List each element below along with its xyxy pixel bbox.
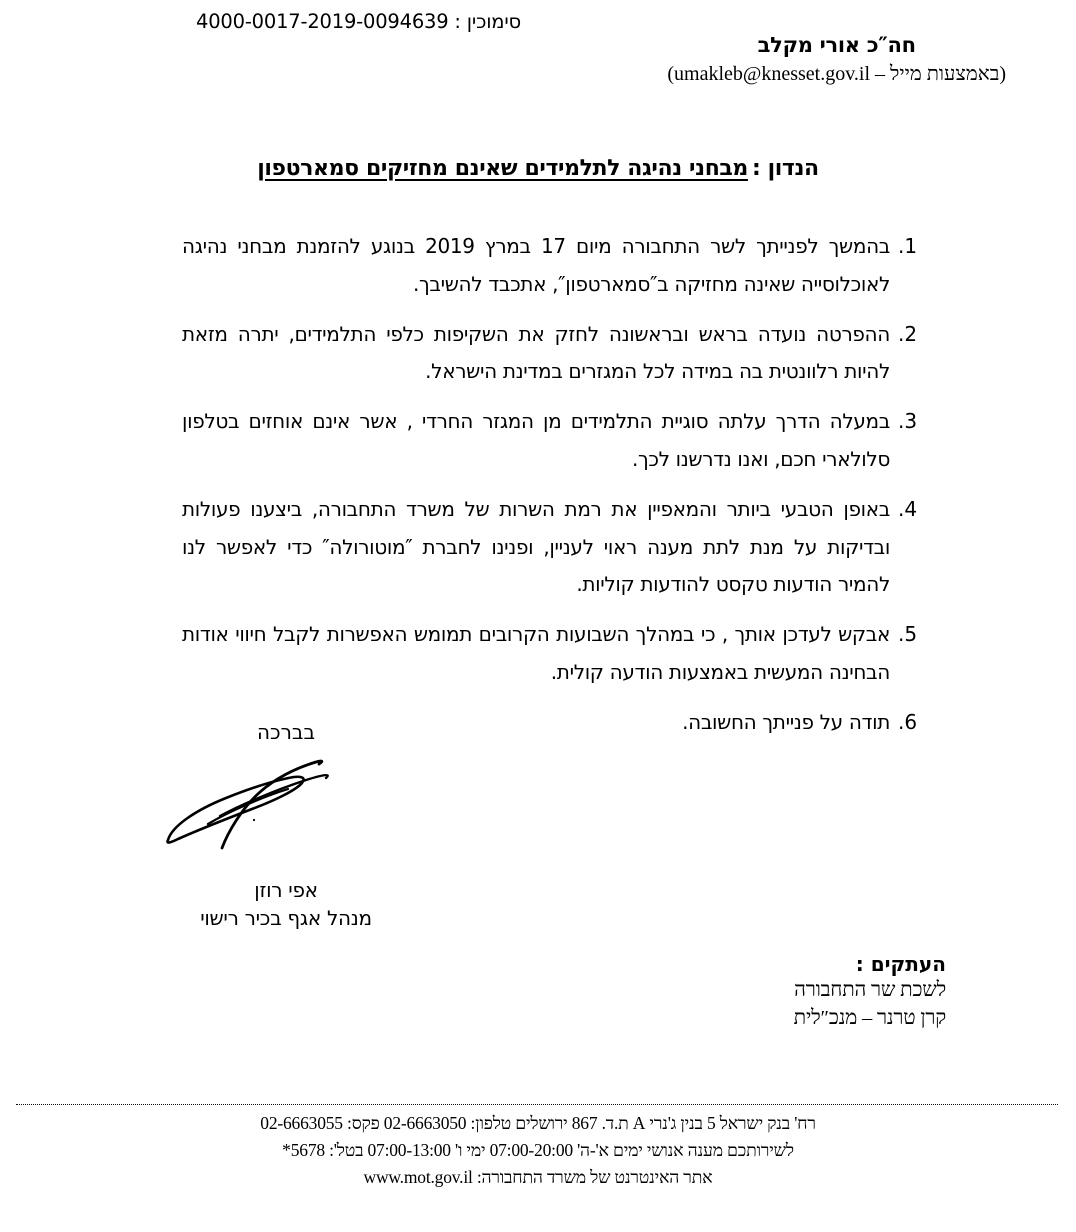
list-item-number: .5 xyxy=(898,622,918,647)
document-reference: סימוכין : 4000-0017-2019-0094639 xyxy=(196,10,521,33)
footer-block xyxy=(0,1110,1076,1191)
cc-recipient: לשכת שר התחבורה xyxy=(794,979,946,1001)
footer-address-line: רח' בנק ישראל 5 בנין ג'נרי A ת.ד. 867 ירושלים טלפון: 02-6663050 פקס: 02-6663055 xyxy=(260,1113,816,1133)
list-item xyxy=(182,616,924,691)
cc-block xyxy=(794,952,946,1033)
addressee-name: חה″כ אורי מקלב xyxy=(757,33,916,57)
list-item-text: בהמשך לפנייתך לשר התחבורה מיום 17 במרץ 2019 בנוגע להזמנת מבחני נהיגה לאוכלוסייה שאינה מחזיקה ב″סמארטפון″, אתכבד להשיבך. xyxy=(182,234,891,296)
addressee-contact: (באמצעות מייל – umakleb@knesset.gov.il) xyxy=(667,63,1006,86)
signature-svg xyxy=(156,752,376,862)
list-item xyxy=(182,491,924,604)
list-item-number: .4 xyxy=(898,497,918,522)
list-item xyxy=(182,228,924,303)
signature-image xyxy=(156,752,376,862)
subject-text: מבחני נהיגה לתלמידים שאינם מחזיקים סמארטפון xyxy=(257,156,748,181)
closing-salutation xyxy=(191,720,381,744)
signer-title: מנהל אגף בכיר רישוי xyxy=(200,906,372,931)
footer-divider xyxy=(16,1104,1058,1105)
closing-salutation-text: בברכה xyxy=(256,720,316,744)
cc-recipient: קרן טרנר – מנכ″לית xyxy=(793,1007,946,1030)
footer-website-line: אתר האינטרנט של משרד התחבורה: www.mot.gov.il xyxy=(363,1167,713,1188)
list-item-number: .3 xyxy=(898,409,918,434)
cc-title: העתקים : xyxy=(855,952,946,976)
list-item-number: .2 xyxy=(898,321,918,346)
addressee-block xyxy=(667,32,1006,87)
list-item-number: .1 xyxy=(898,234,918,258)
list-item-text: אבקש לעדכן אותך , כי במהלך השבועות הקרובים תמומש האפשרות לקבל חיווי אודות הבחינה המעשית באמצעות הודעה קולית. xyxy=(182,622,890,684)
list-item-number: .6 xyxy=(898,710,918,735)
list-item xyxy=(182,403,924,478)
footer-hours-line: לשירותכם מענה אנושי ימים א'-ה' 07:00-20:00 ימי ו' 07:00-13:00 בטל': 5678* xyxy=(282,1140,794,1161)
list-item-text: באופן הטבעי ביותר והמאפיין את רמת השרות של משרד התחבורה, ביצענו פעולות ובדיקות על מנת לתת מענה ראוי לעניין, ופנינו לחברת ″מוטורולה″ כדי לאפשר לנו להמיר הודעות טקסט להודעות קוליות. xyxy=(182,497,890,597)
subject-line xyxy=(0,156,1076,181)
signer-name: אפי רוזן xyxy=(254,878,318,902)
letter-body xyxy=(182,228,924,754)
signer-block xyxy=(156,876,416,933)
list-item-text: במעלה הדרך עלתה סוגיית התלמידים מן המגזר החרדי , אשר אינם אוחזים בטלפון סלולארי חכם, ואנו נדרשנו לכך. xyxy=(182,409,890,471)
list-item xyxy=(182,316,924,391)
list-item-text: ההפרטה נועדה בראש ובראשונה לחזק את השקיפות כלפי התלמידים, יתרה מזאת להיות רלוונטית בה במידה לכל המגזרים במדינת הישראל. xyxy=(182,321,890,384)
subject-label: הנדון : xyxy=(751,156,819,181)
list-item-text: תודה על פנייתך החשובה. xyxy=(682,710,890,735)
